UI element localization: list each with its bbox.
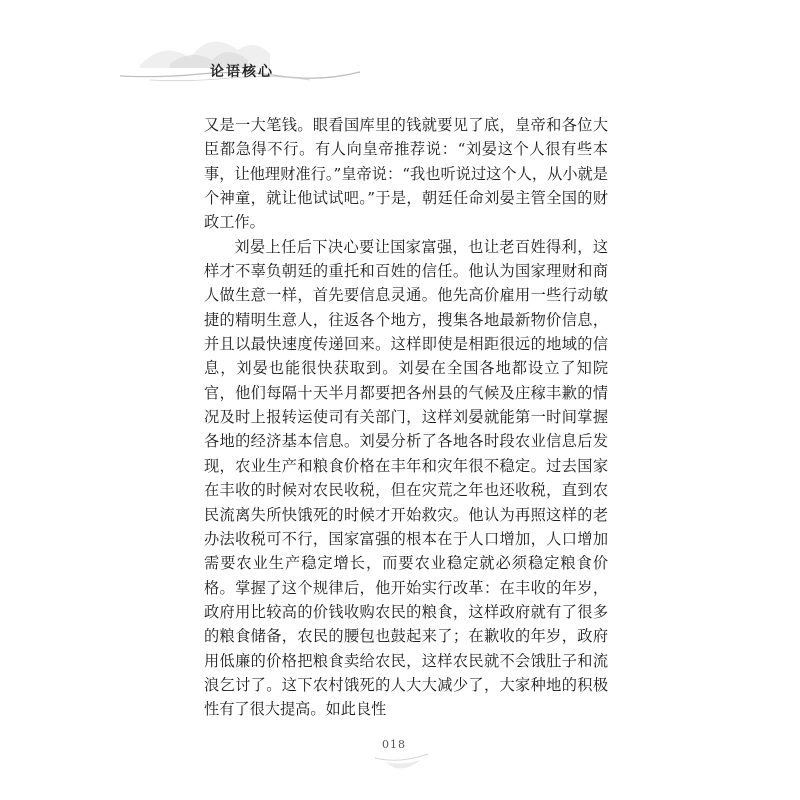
paragraph-1: 又是一大笔钱。眼看国库里的钱就要见了底，皇帝和各位大臣都急得不行。有人向皇帝推荐说：“刘晏这个人很有些本事，让他理财准行。”皇帝说：“我也听说过这个人，从小就是个神童，就让他试试吧。”于是，朝廷任命刘晏主管全国的财政工作。 bbox=[204, 116, 608, 232]
running-header bbox=[120, 20, 420, 90]
paragraph-2: 刘晏上任后下决心要让国家富强，也让老百姓得利，这样才不辜负朝廷的重托和百姓的信任。他认为国家理财和商人做生意一样，首先要信息灵通。他先高价雇用一些行动敏捷的精明生意人，往返各个地方，搜集各地最新物价信息，并且以最快速度传递回来。这样即使是相距很远的地域的信息，刘晏也能很快获取到。刘晏在全国各地都设立了知院官，他们每隔十天半月都要把各州县的气候及庄稼丰歉的情况及时上报转运使司有关部门，这样刘晏就能第一时间掌握各地的经济基本信息。刘晏分析了各地各时段农业信息后发现，农业生产和粮食价格在丰年和灾年很不稳定。过去国家在丰收的时候对农民收税，但在灾荒之年也还收税，直到农民流离失所快饿死的时候才开始救灾。他认为再照这样的老办法收税可不行，国家富强的根本在于人口增加，人口增加需要农业生产稳定增长，而要农业稳定就必须稳定粮食价格。掌握了这个规律后，他开始实行改革：在丰收的年岁，政府用比较高的价钱收购农民的粮食，这样政府就有了很多的粮食储备，农民的腰包也鼓起来了；在歉收的年岁，政府用低廉的价格把粮食卖给农民，这样农民就不会饿肚子和流浪乞讨了。这下农村饿死的人大大减少了，大家种地的积极性有了很大提高。如此良性 bbox=[204, 237, 608, 719]
body-text bbox=[204, 113, 608, 722]
footer-ornament bbox=[340, 728, 460, 778]
page-footer bbox=[340, 728, 460, 778]
page-number: 018 bbox=[382, 738, 406, 751]
book-title: 论语核心 bbox=[210, 64, 274, 80]
